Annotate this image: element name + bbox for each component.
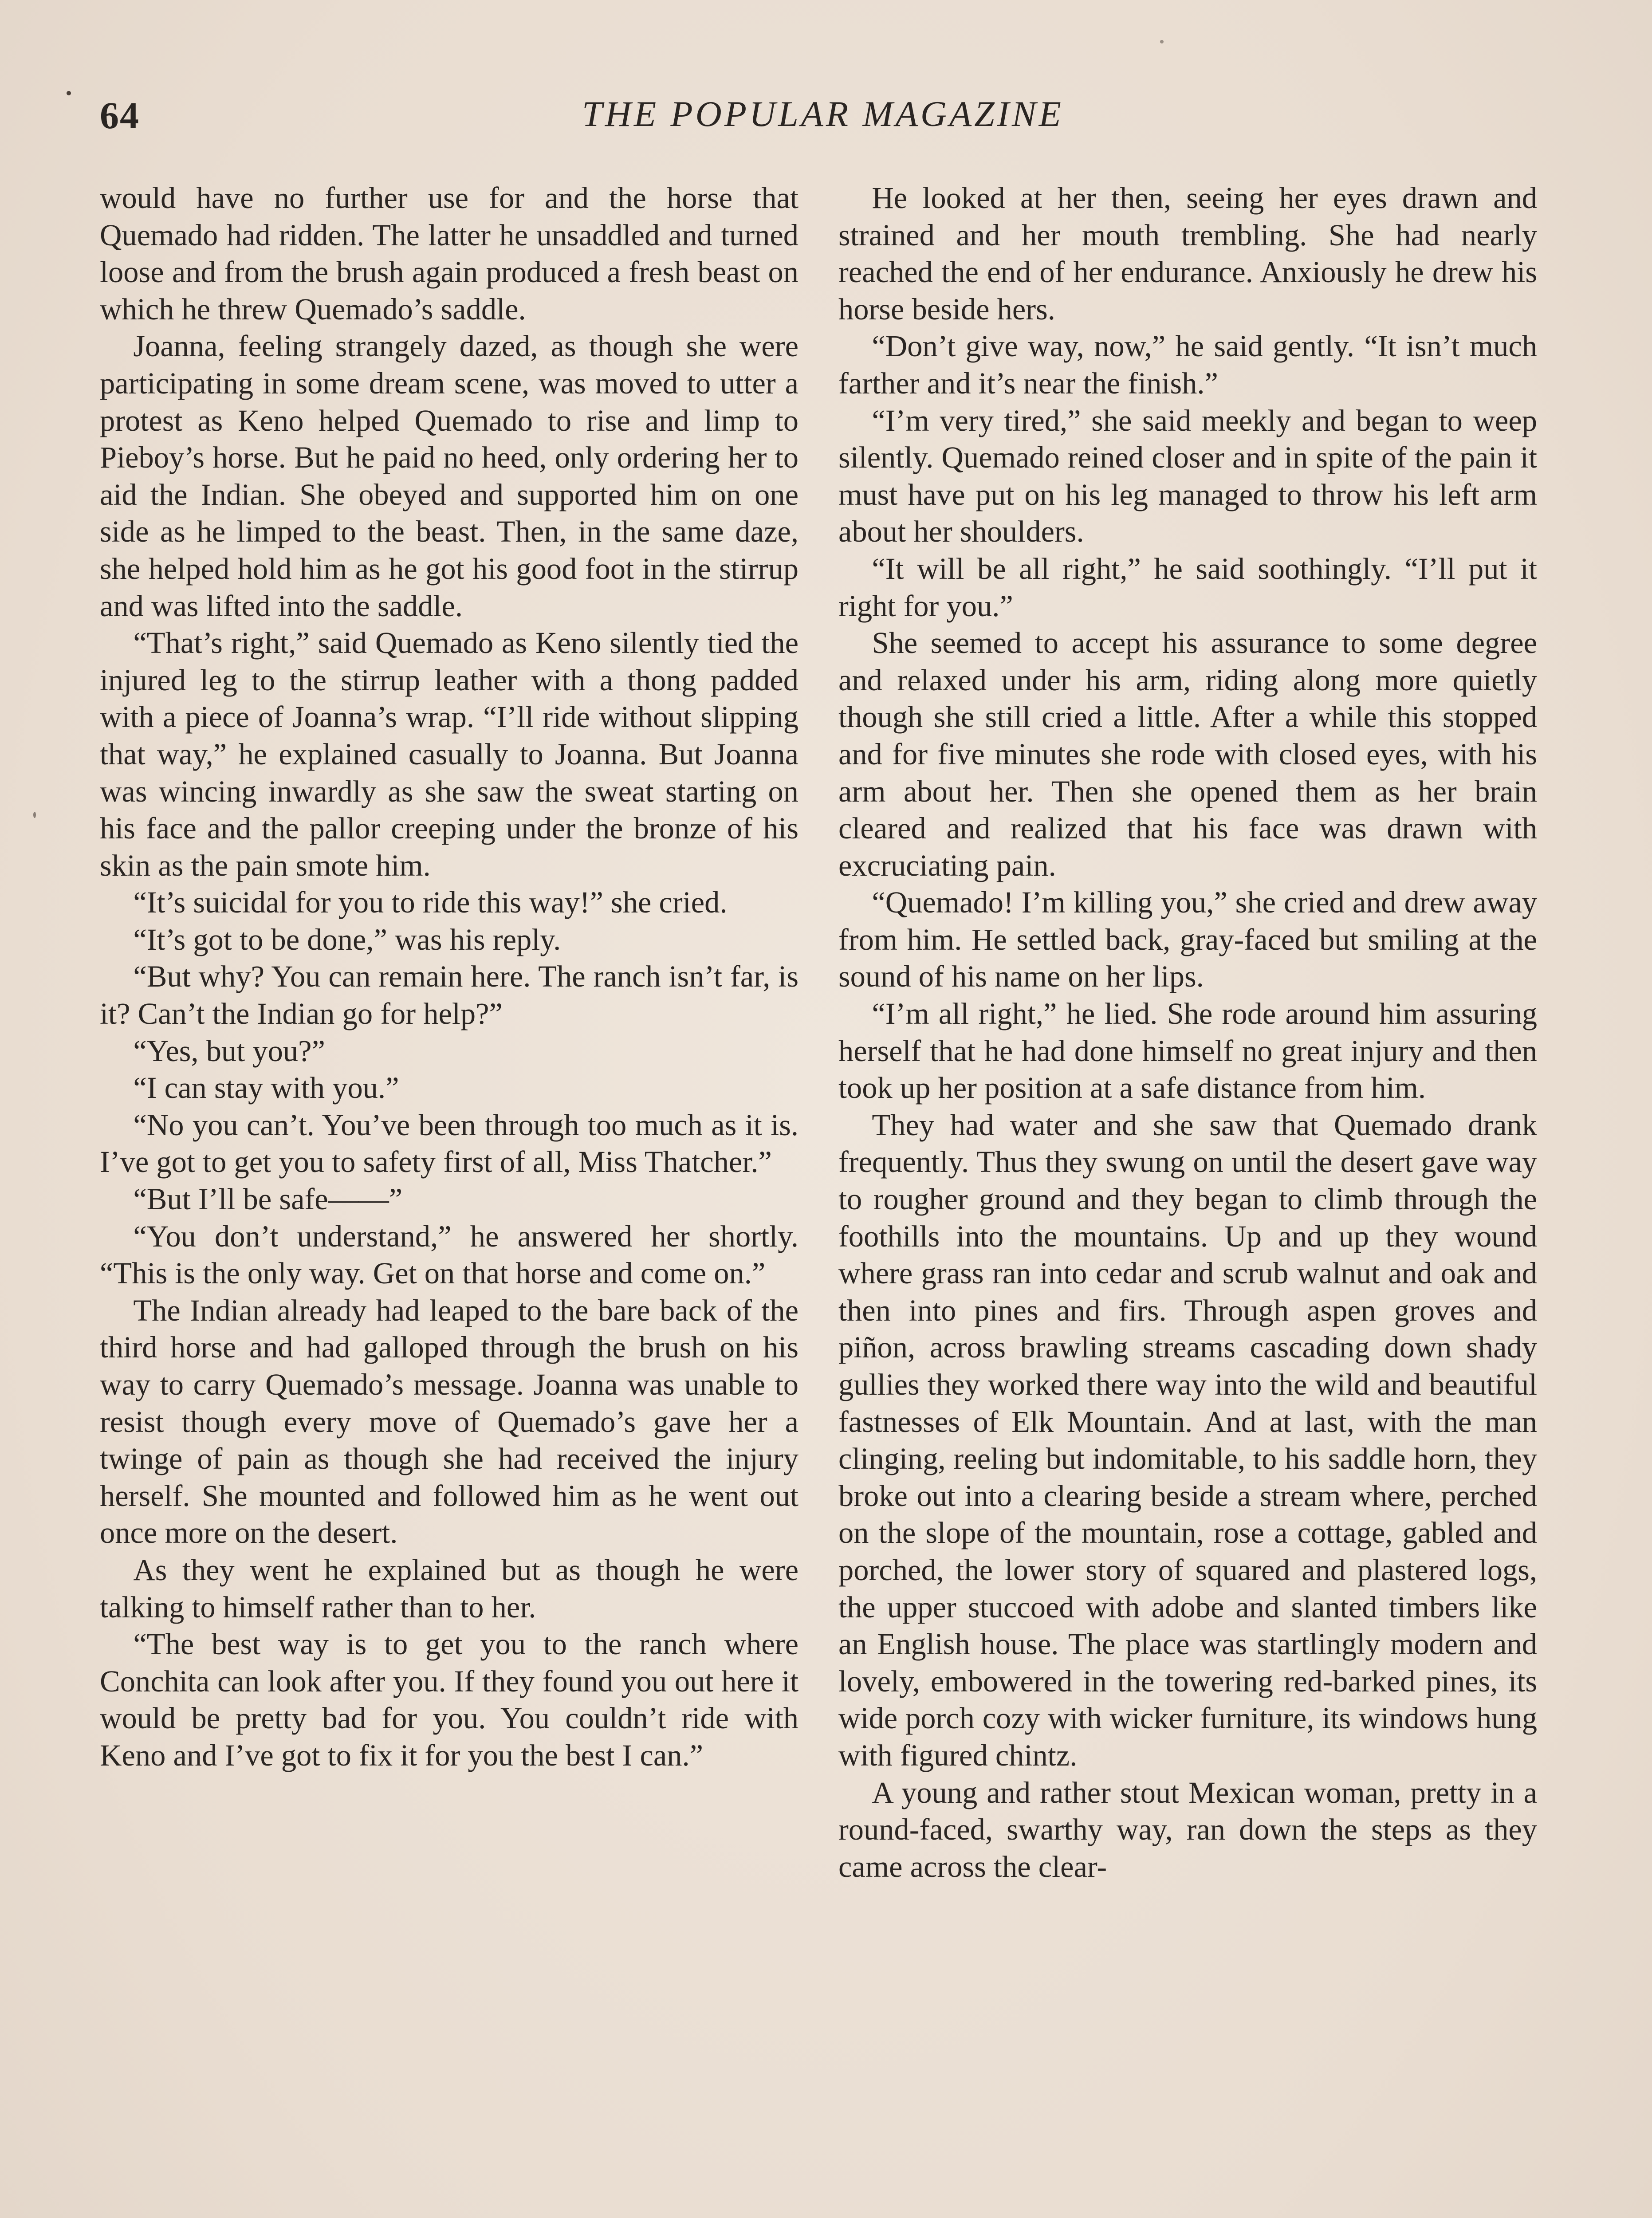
paragraph: “Yes, but you?”: [133, 1034, 325, 1068]
paragraph: He looked at her then, seeing her eyes drawn and strained and her mouth trembling. She had nearly reached the end of her endurance. Anxiously he drew his horse beside hers.: [838, 181, 1537, 326]
paragraph: would have no further use for and the horse that Quemado had ridden. The latter he unsaddled and turned loose and from the brush again produced a fresh beast on which he threw Quemado’s saddle.: [100, 181, 798, 326]
page-header: [100, 93, 1546, 142]
print-speck: [33, 812, 36, 818]
paragraph: “It will be all right,” he said soothingly. “I’ll put it right for you.”: [838, 551, 1537, 623]
paragraph: They had water and she saw that Quemado drank frequently. Thus they swung on until the desert gave way to rougher ground and they began to climb through the foothills into the mountains. Up and up they wound where grass ran into cedar and scrub walnut and oak and then into pines and firs. Through aspen groves and piñon, across brawling streams cascading down shady gullies they worked there way into the wild and beautiful fastnesses of Elk Mountain. And at last, with the man clinging, reeling but indomitable, to his saddle horn, they broke out into a clearing beside a stream where, perched on the slope of the mountain, rose a cottage, gabled and porched, the lower story of squared and plastered logs, the upper stuccoed with adobe and slanted timbers like an English house. The place was startlingly modern and lovely, embowered in the towering red-barked pines, its wide porch cozy with wicker furniture, its windows hung with figured chintz.: [838, 1108, 1537, 1772]
print-speck: [67, 91, 71, 95]
paragraph: She seemed to accept his assurance to some degree and relaxed under his arm, riding along more quietly though she still cried a little. After a while this stopped and for five minutes she rode with closed eyes, with his arm about her. Then she opened them as her brain cleared and realized that his face was drawn with excruciating pain.: [838, 626, 1537, 882]
paragraph: “That’s right,” said Quemado as Keno silently tied the injured leg to the stirrup leather with a thong padded with a piece of Joanna’s wrap. “I’ll ride without slipping that way,” he explained casually to Joanna. But Joanna was wincing inwardly as she saw the sweat starting on his face and the pallor creeping under the bronze of his skin as the pain smote him.: [100, 626, 798, 882]
paragraph: “No you can’t. You’ve been through too much as it is. I’ve got to get you to safety first of all, Miss Thatcher.”: [100, 1108, 798, 1179]
paragraph: Joanna, feeling strangely dazed, as though she were participating in some dream scene, was moved to utter a protest as Keno helped Quemado to rise and limp to Pieboy’s horse. But he paid no heed, only ordering her to aid the Indian. She obeyed and supported him on one side as he limped to the beast. Then, in the same daze, she helped hold him as he got his good foot in the stirrup and was lifted into the saddle.: [100, 329, 798, 623]
paragraph: “You don’t understand,” he answered her shortly. “This is the only way. Get on that horse and come on.”: [100, 1219, 798, 1290]
paragraph: The Indian already had leaped to the bare back of the third horse and had galloped through the brush on his way to carry Quemado’s message. Joanna was unable to resist though every move of Quemado’s gave her a twinge of pain as though she had received the injury herself. She mounted and followed him as he went out once more on the desert.: [100, 1293, 798, 1550]
paragraph: “Don’t give way, now,” he said gently. “It isn’t much farther and it’s near the finish.”: [838, 329, 1537, 400]
page-number: 64: [100, 94, 140, 137]
paragraph: “I can stay with you.”: [133, 1071, 399, 1105]
paragraph: “I’m all right,” he lied. She rode around him assuring herself that he had done himself no great injury and then took up her position at a safe distance from him.: [838, 997, 1537, 1105]
running-title: THE POPULAR MAGAZINE: [582, 94, 1064, 134]
paragraph: “I’m very tired,” she said meekly and began to weep silently. Quemado reined closer and in spite of the pain it must have put on his leg managed to throw his left arm about her shoulders.: [838, 403, 1537, 549]
paragraph: As they went he explained but as though he were talking to himself rather than to her.: [100, 1553, 798, 1624]
print-speck: [1160, 40, 1164, 43]
paragraph: “But why? You can remain here. The ranch isn’t far, is it? Can’t the Indian go for help?”: [100, 960, 798, 1031]
paragraph: “It’s suicidal for you to ride this way!” she cried.: [133, 885, 728, 920]
left-text-column: [100, 180, 798, 2218]
paragraph: “The best way is to get you to the ranch where Conchita can look after you. If they found you out here it would be pretty bad for you. You couldn’t ride with Keno and I’ve got to fix it for you the best I can.”: [100, 1627, 798, 1772]
right-text-column: [838, 180, 1537, 2218]
paragraph: “Quemado! I’m killing you,” she cried and drew away from him. He settled back, gray-faced but smiling at the sound of his name on her lips.: [838, 885, 1537, 994]
paragraph: “It’s got to be done,” was his reply.: [133, 922, 561, 956]
paragraph: A young and rather stout Mexican woman, pretty in a round-faced, swarthy way, ran down the steps as they came across the clear-: [838, 1775, 1537, 1884]
paragraph: “But I’ll be safe——”: [133, 1182, 403, 1216]
